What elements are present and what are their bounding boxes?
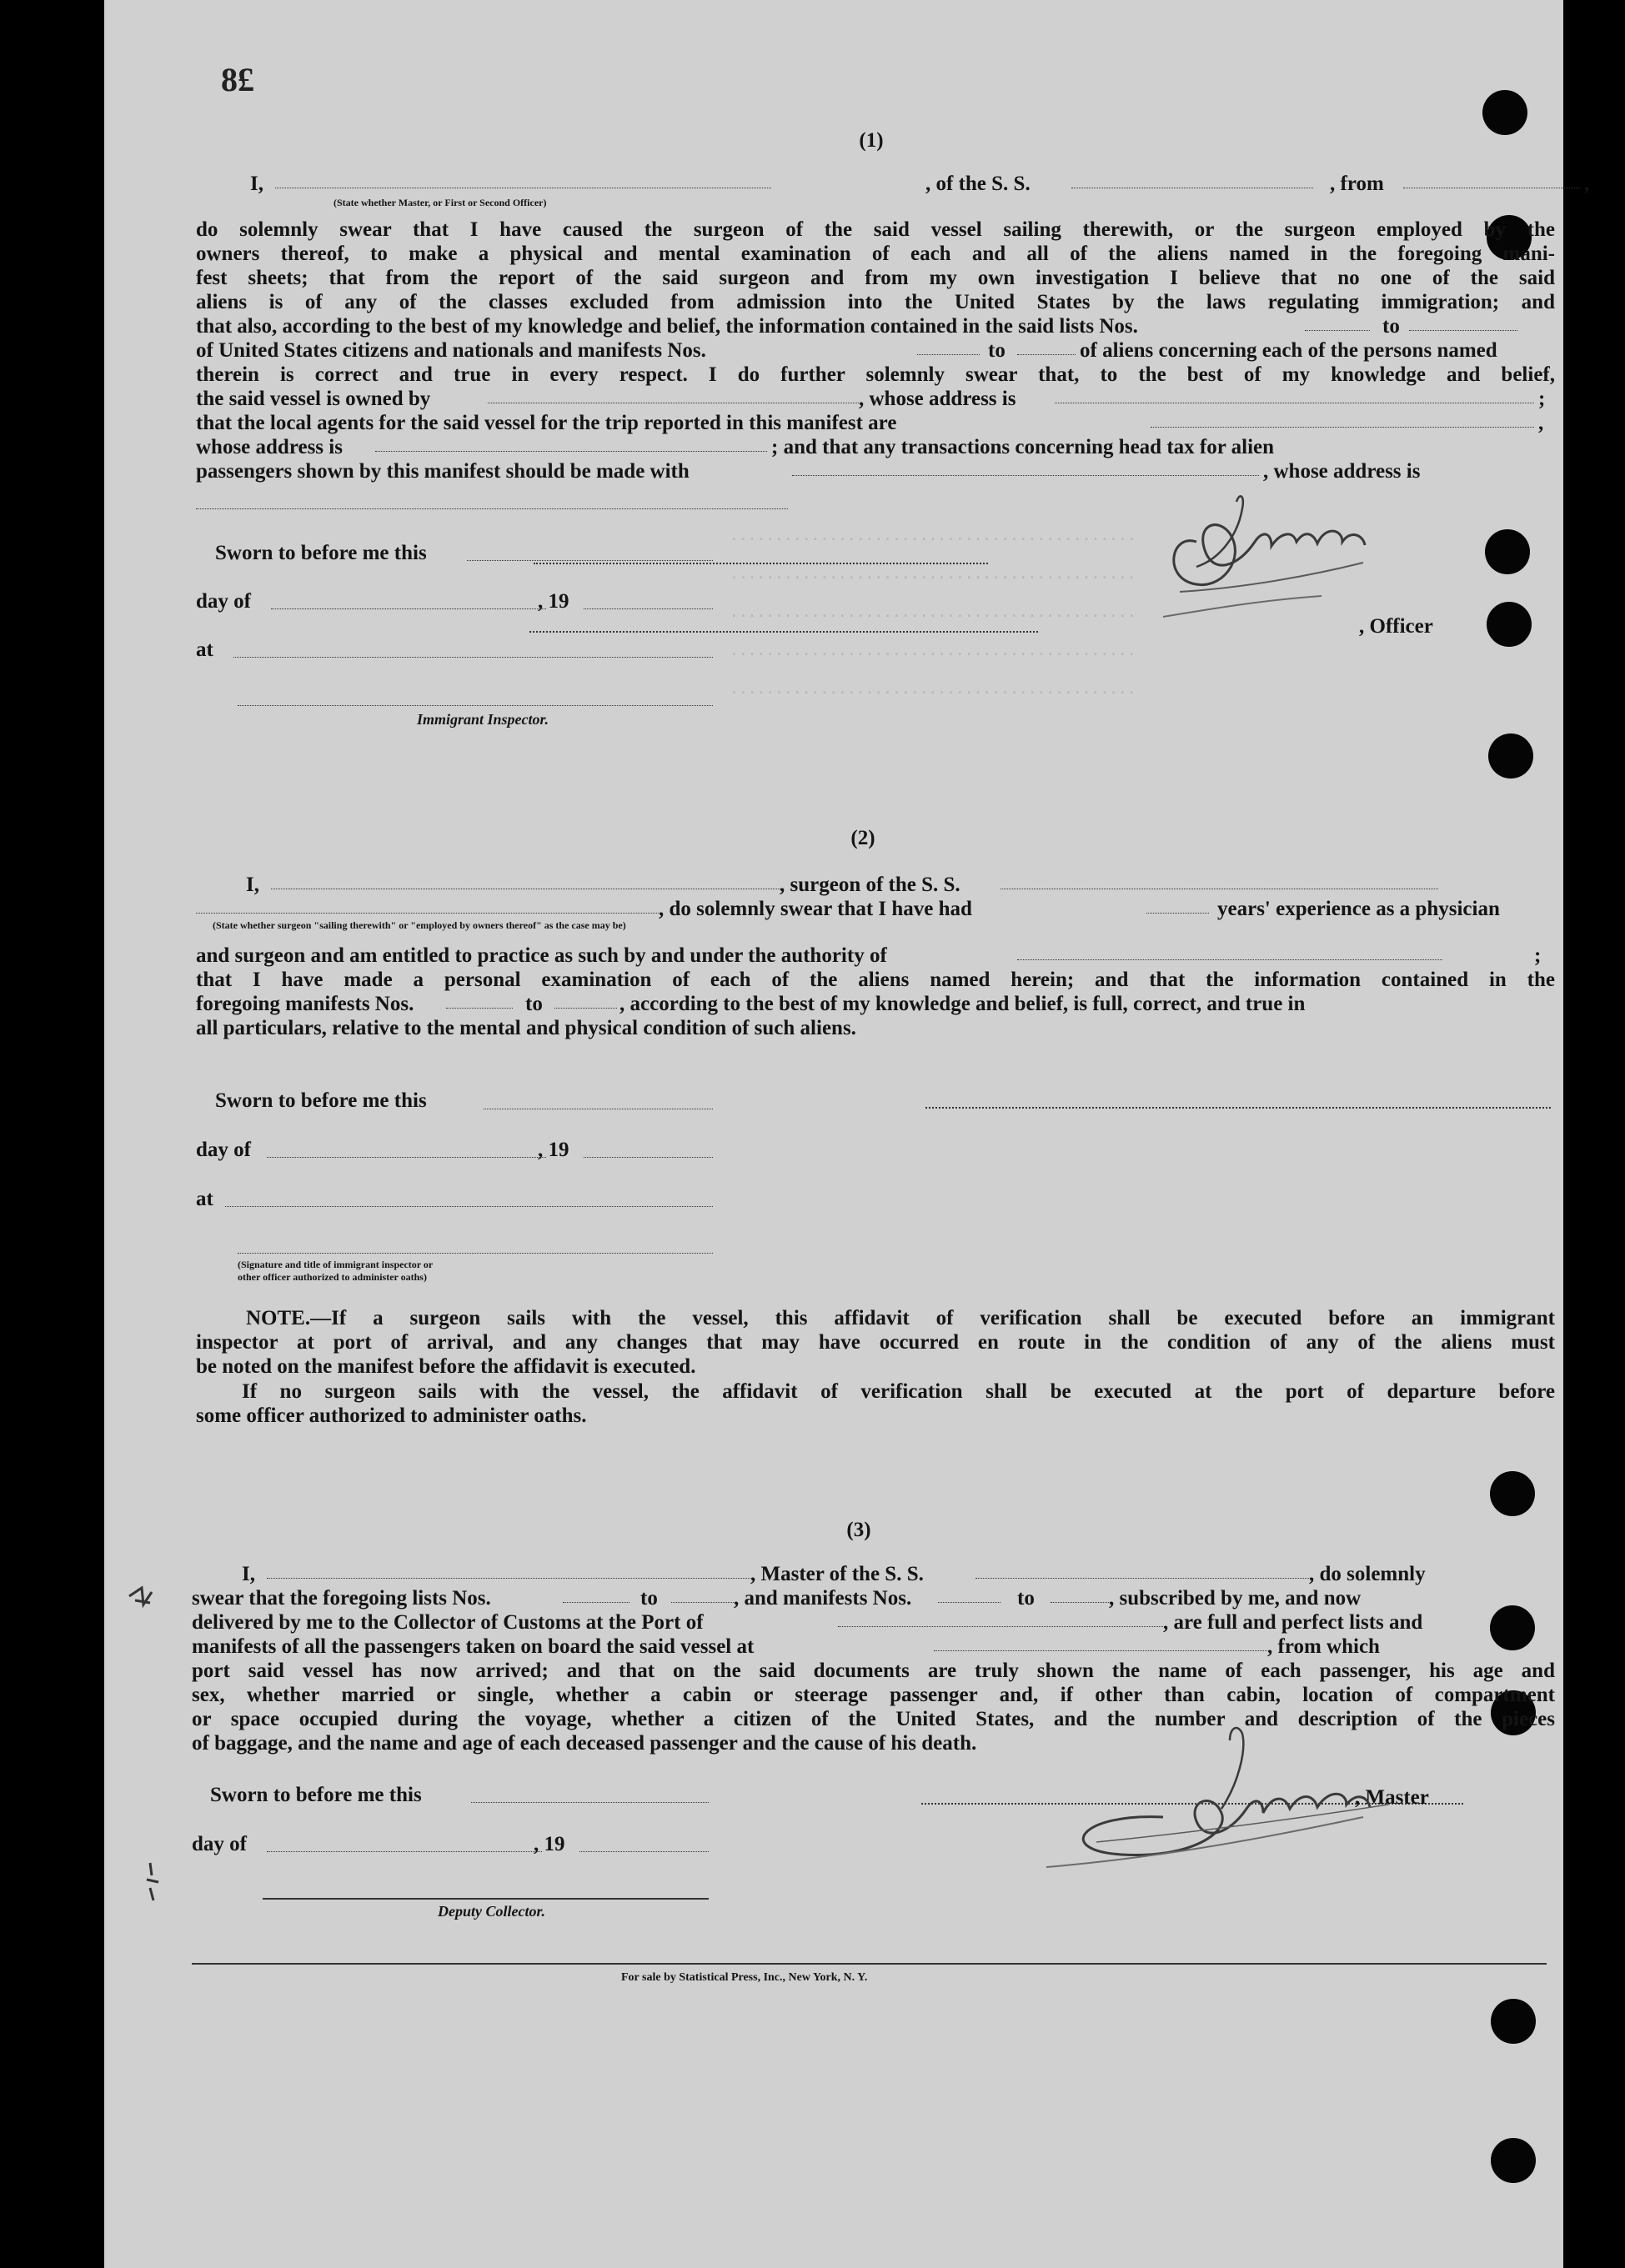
body-line: of baggage, and the name and age of each deceased passenger and the cause of his death.	[192, 1732, 977, 1755]
signature-instruction: (Signature and title of immigrant inspector or	[238, 1259, 434, 1270]
note-line: inspector at port of arrival, and any changes that may have occurred en route in the condition of any of the aliens must	[196, 1331, 1555, 1354]
origin-port-field[interactable]	[1403, 173, 1580, 188]
body-line: delivered by me to the Collector of Customs at the Port of , are full and perfect lists and	[192, 1611, 1423, 1634]
surgeon-manifest-to-field[interactable]	[554, 993, 617, 1009]
body-line: that also, according to the best of my knowledge and belief, the information contained in the said lists Nos. to	[196, 315, 1555, 338]
note-line: be noted on the manifest before the affidavit is executed.	[196, 1355, 696, 1378]
body-line: the said vessel is owned by , whose address is ;	[196, 388, 1546, 410]
printer-credit: For sale by Statistical Press, Inc., New York, N. Y.	[621, 1971, 868, 1984]
day-of-line: day of	[192, 1833, 247, 1855]
margin-scribble	[142, 1859, 167, 1909]
manifests-to-field[interactable]	[1051, 1587, 1109, 1603]
body-line: of United States citizens and nationals and manifests Nos. to of aliens concerning each of the persons named	[196, 339, 1497, 362]
surgeon-status-field[interactable]	[196, 898, 659, 914]
officer-signature-line[interactable]	[534, 563, 988, 564]
section-number: (2)	[850, 827, 875, 849]
inspector-signature-line[interactable]	[238, 1253, 713, 1254]
officer-signature	[1146, 483, 1480, 625]
section-number: (1)	[859, 129, 884, 152]
page-mark: 8£	[221, 61, 254, 98]
body-line: foregoing manifests Nos. to , according to the best of my knowledge and belief, is full, correct, and true in	[196, 993, 1306, 1015]
head-tax-contact-field[interactable]	[792, 460, 1259, 476]
month-field[interactable]	[267, 1851, 542, 1852]
sworn-day-field[interactable]	[467, 560, 713, 561]
practice-authority-field[interactable]	[1017, 944, 1442, 960]
punch-hole	[1491, 1999, 1536, 2044]
body-line: aliens is of any of the classes excluded from admission into the United States by the laws regulating immigration; and	[196, 291, 1555, 313]
year-prefix: , 19	[538, 590, 569, 613]
year-field[interactable]	[584, 608, 713, 609]
month-field[interactable]	[267, 1157, 546, 1158]
deputy-title: Deputy Collector.	[438, 1903, 545, 1920]
body-line: swear that the foregoing lists Nos. to , and manifests Nos. to , subscribed by me, and now	[192, 1587, 1362, 1610]
rank-field[interactable]	[275, 173, 771, 188]
surgeon-signature-line[interactable]	[925, 1107, 1551, 1109]
vessel-field[interactable]	[1071, 173, 1313, 188]
month-field[interactable]	[271, 608, 546, 609]
manifests-from-field[interactable]	[938, 1587, 1001, 1603]
body-line: sex, whether married or single, whether a cabin or steerage passenger and, if other than cabin, location of compartment	[192, 1684, 1555, 1706]
margin-scribble	[125, 1580, 158, 1613]
sworn-day-field[interactable]	[471, 1802, 709, 1803]
manifest-to-field[interactable]	[1017, 339, 1076, 355]
note-line: some officer authorized to administer oaths.	[196, 1404, 587, 1427]
body-line: all particulars, relative to the mental and physical condition of such aliens.	[196, 1017, 856, 1039]
surgeon-name-field[interactable]	[271, 874, 784, 889]
year-prefix: , 19	[534, 1833, 565, 1855]
years-experience-field[interactable]	[1146, 898, 1209, 914]
lists-to-field[interactable]	[671, 1587, 734, 1603]
body-line: port said vessel has now arrived; and that on the said documents are truly shown the name of each passenger, his age and	[192, 1660, 1555, 1682]
place-field[interactable]	[233, 657, 713, 658]
agents-address-field[interactable]	[375, 436, 767, 452]
field-instruction: (State whether Master, or First or Second Officer)	[334, 197, 547, 208]
day-of-line: day of	[196, 1139, 251, 1161]
master-name-field[interactable]	[267, 1563, 750, 1579]
surgeon-vessel-field[interactable]	[1001, 874, 1438, 889]
body-line: passengers shown by this manifest should be made with , whose address is	[196, 460, 1421, 483]
note-line: If no surgeon sails with the vessel, the affidavit of verification shall be executed at the port of departure before	[242, 1380, 1555, 1403]
at-line: at	[196, 1188, 213, 1210]
body-line: do solemnly swear that I have caused the surgeon of the said vessel sailing therewith, or the surgeon employed by the	[196, 218, 1555, 241]
manifest-from-field[interactable]	[917, 339, 980, 355]
body-line: therein is correct and true in every respect. I do further solemnly swear that, to the best of my knowledge and belief,	[196, 363, 1555, 386]
officer-signature-line[interactable]	[529, 631, 1038, 633]
sworn-line: Sworn to before me this	[210, 1784, 422, 1806]
owner-field[interactable]	[488, 388, 859, 403]
field-instruction: (State whether surgeon "sailing therewith" or "employed by owners thereof" as the case may be)	[213, 919, 626, 931]
punch-hole	[1490, 1471, 1535, 1516]
body-line: that the local agents for the said vessel for the trip reported in this manifest are ,	[196, 412, 1544, 434]
master-label: , Master	[1355, 1786, 1429, 1809]
owner-address-field[interactable]	[1055, 388, 1534, 403]
sworn-line: Sworn to before me this	[215, 542, 427, 564]
body-line: or space occupied during the voyage, whether a citizen of the United States, and the number and description of the pieces	[192, 1708, 1555, 1730]
year-prefix: , 19	[538, 1139, 569, 1161]
year-field[interactable]	[584, 1157, 713, 1158]
surgeon-manifest-from-field[interactable]	[446, 993, 513, 1009]
punch-hole	[1488, 733, 1533, 779]
bleed-through-text: ············································· ············································· ············································· ············································· ·············································	[730, 531, 1136, 702]
body-line: manifests of all the passengers taken on board the said vessel at , from which	[192, 1635, 1380, 1658]
signature-instruction: other officer authorized to administer oaths)	[238, 1271, 427, 1283]
at-line: at	[196, 638, 213, 661]
day-of-line: day of	[196, 590, 251, 613]
officer-label: , Officer	[1359, 615, 1433, 638]
year-field[interactable]	[579, 1851, 709, 1852]
body-line: whose address is ; and that any transactions concerning head tax for alien	[196, 436, 1275, 458]
embarkation-port-field[interactable]	[934, 1635, 1267, 1651]
sworn-line: Sworn to before me this	[215, 1089, 427, 1112]
punch-hole	[1487, 602, 1532, 647]
body-line: fest sheets; that from the report of the said surgeon and from my own investigation I believe that no one of the said	[196, 267, 1555, 289]
body-line: owners thereof, to make a physical and mental examination of each and all of the aliens named in the foregoing mani-	[196, 243, 1555, 265]
place-field[interactable]	[225, 1206, 713, 1207]
punch-hole	[1491, 2138, 1536, 2183]
punch-hole	[1482, 90, 1527, 135]
master-vessel-field[interactable]	[976, 1563, 1309, 1579]
list-to-field[interactable]	[1409, 315, 1517, 331]
list-from-field[interactable]	[1305, 315, 1370, 331]
customs-port-field[interactable]	[838, 1611, 1163, 1627]
section-number: (3)	[846, 1519, 871, 1541]
local-agents-field[interactable]	[1151, 412, 1534, 428]
body-line: and surgeon and am entitled to practice as such by and under the authority of ;	[196, 944, 1542, 967]
inspector-title: Immigrant Inspector.	[417, 711, 549, 728]
address-continuation-line[interactable]	[196, 508, 788, 509]
inspector-signature-line[interactable]	[238, 705, 713, 706]
master-signature	[1030, 1717, 1463, 1875]
body-line: that I have made a personal examination of each of the aliens named herein; and that the information contained in the	[196, 969, 1555, 991]
deputy-signature-line[interactable]	[263, 1898, 709, 1900]
punch-hole	[1485, 529, 1530, 574]
note-line: NOTE.—If a surgeon sails with the vessel, this affidavit of verification shall be executed before an immigrant	[246, 1307, 1555, 1329]
lists-from-field[interactable]	[563, 1587, 629, 1603]
manifest-sheet: 8£ ············································· ············································· ············································· ············································· ············································· (1) I, , of the S. S. , from , (State whether Master, or First or Second Officer) do solemnly swear that I have caused the surgeon of the said vessel sailing therewith, or the surgeon employed by the owners thereof, to make a physical and mental examination of each and all of the aliens named in the foregoing mani- fest sheets; that from the report of the said surgeon and from my own investigation I believe that no one of the said aliens is of any of the classes excluded from admission into the United States by the laws regulating immigration; and that also, according to the best of my knowledge and belief, the information contained in the said lists Nos. to of United States citizens and nationals and manifests Nos. to of aliens concerning each of the persons named therein is correct and true in every respect. I do further solemnly swear that, to the best of my knowledge and belief, the said vessel is owned by , whose address is ; that the local agents for the said vessel for the trip reported in this manifest are , whose address is ; and that any transactions concerning head tax for alien passengers shown by this manifest should be made with , whose address is Sworn to before me this day of , 19 at Immigrant Inspector. , Officer (2) I, , surgeon of the S. S. , do solemnly swear that I have had years' experience as a physician (State whether surgeon "sailing therewith" or "employed by owners thereof" as the case may be) and surgeon and am entitled to practice as such by and under the authority of ; that I have made a personal examination of each of the aliens named herein; and that the information contained in the foregoing manifests Nos. to , according to the best of my knowledge and belief, is full, correct, and true in all particulars, relative to the mental and physical condition of such aliens. Sworn to before me this day of , 19 at (Signature and title of immigrant inspector or other officer authorized to administer oaths) NOTE.—If a surgeon sails with the vessel, this affidavit of verification shall be executed before an immigrant inspector at port of arrival, and any changes that may have occurred en route in the condition of any of the aliens must be noted on the manifest before the affidavit is executed. If no surgeon sails with the vessel, the affidavit of verification shall be executed at the port of departure before some officer authorized to administer oaths. (3) I, , Master of the S. S. , do solemnly swear that the foregoing lists Nos. to , and manifests Nos. to , subscribed by me, and now delivered by me to the Collector of Customs at the Port of , are full and perfect lists and manifests of all the passengers taken on board the said vessel at , from which port said vessel has now arrived; and that on the said documents are truly shown the name of each passenger, his age and sex, whether married or single, whether a cabin or steerage passenger and, if other than cabin, location of compartment or space occupied during the voyage, whether a citizen of the United States, and the number and description of the pieces of baggage, and the name and age of each deceased passenger and the cause of his death. Sworn to before me this day of , 19 Deputy Collector. , Master For sale by Statistical Press, Inc., New York, N. Y.	[104, 0, 1563, 2268]
footer-rule	[192, 1963, 1547, 1965]
